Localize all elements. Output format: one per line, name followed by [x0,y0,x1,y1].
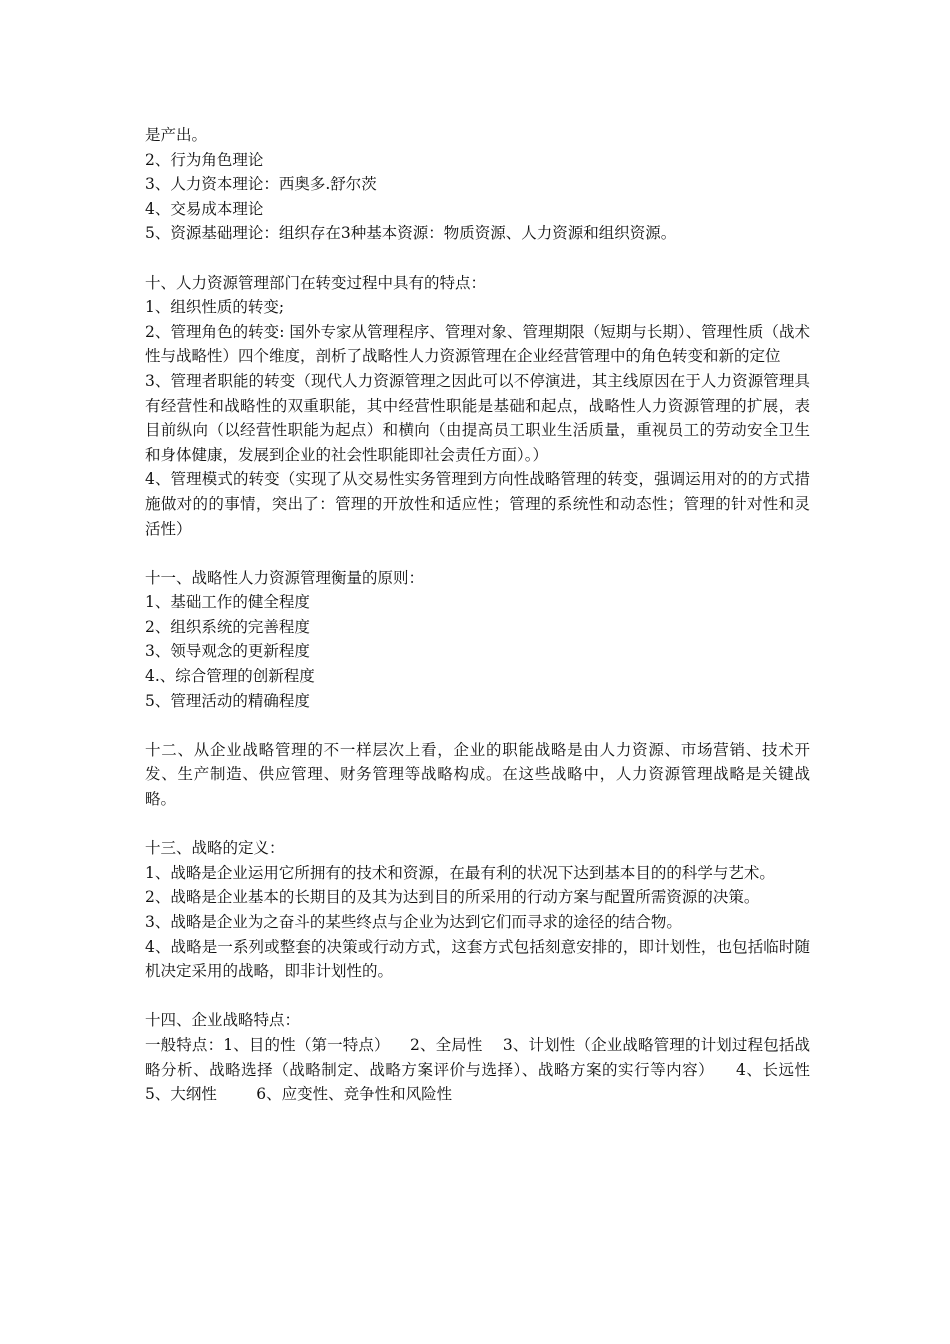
paragraph: 2、行为角色理论 [145,150,264,169]
paragraph: 4、战略是一系列或整套的决策或行动方式，这套方式包括刻意安排的，即计划性，也包括临时随机决定采用的战略，即非计划性的。 [145,937,810,981]
paragraph: 1、基础工作的健全程度 [145,593,310,612]
paragraph: 十一、战略性人力资源管理衡量的原则： [145,568,425,587]
paragraph: 4、管理模式的转变（实现了从交易性实务管理到方向性战略管理的转变，强调运用对的的方式措施做对的的事情，突出了：管理的开放性和适应性；管理的系统性和动态性；管理的针对性和灵活性） [145,470,810,538]
paragraph: 5、管理活动的精确程度 [145,691,310,710]
document-page [145,123,830,1107]
paragraph: 2、战略是企业基本的长期目的及其为达到目的所采用的行动方案与配置所需资源的决策。 [145,888,760,907]
paragraph-spacer [145,541,810,566]
paragraph: 4、交易成本理论 [145,199,264,218]
paragraph: 4.、综合管理的创新程度 [145,667,315,686]
paragraph: 十三、战略的定义： [145,839,285,858]
paragraph-spacer [145,713,810,738]
paragraph: 1、组织性质的转变; [145,298,285,317]
paragraph: 3、领导观念的更新程度 [145,642,310,661]
paragraph: 一般特点：1、目的性（第一特点） 2、全局性 3、计划性（企业战略管理的计划过程包括战略分析、战略选择（战略制定、战略方案评价与选择）、战略方案的实行等内容） 4、长远性 5、大纲性 6、应变性、竞争性和风险性 [145,1035,830,1104]
paragraph: 2、管理角色的转变: 国外专家从管理程序、管理对象、管理期限（短期与长期）、管理性质（战术性与战略性）四个维度，剖析了战略性人力资源管理在企业经营管理中的角色转变和新的定位 [145,322,810,366]
paragraph: 3、管理者职能的转变（现代人力资源管理之因此可以不停演进，其主线原因在于人力资源管理具有经营性和战略性的双重职能，其中经营性职能是基础和起点，战略性人力资源管理的扩展，表目前纵向（以经营性职能为起点）和横向（由提高员工职业生活质量，重视员工的劳动安全卫生和身体健康，发展到企业的社会性职能即社会责任方面）。） [145,371,810,464]
paragraph-spacer [145,984,810,1009]
paragraph: 是产出。 [145,126,208,144]
paragraph: 十、人力资源管理部门在转变过程中具有的特点： [145,273,487,292]
paragraph-spacer [145,812,810,837]
paragraph: 十四、企业战略特点： [145,1011,301,1030]
document-body [145,123,830,1107]
paragraph: 3、人力资本理论：西奥多.舒尔茨 [145,175,377,194]
paragraph: 3、战略是企业为之奋斗的某些终点与企业为达到它们而寻求的途径的结合物。 [145,913,682,931]
paragraph: 5、资源基础理论：组织存在3种基本资源：物质资源、人力资源和组织资源。 [145,224,677,243]
paragraph: 2、组织系统的完善程度 [145,617,310,636]
paragraph: 十二、从企业战略管理的不一样层次上看，企业的职能战略是由人力资源、市场营销、技术开发、生产制造、供应管理、财务管理等战略构成。在这些战略中，人力资源管理战略是关键战略。 [145,740,810,809]
paragraph-spacer [145,246,810,271]
paragraph: 1、战略是企业运用它所拥有的技术和资源，在最有利的状况下达到基本目的的科学与艺术。 [145,863,775,882]
